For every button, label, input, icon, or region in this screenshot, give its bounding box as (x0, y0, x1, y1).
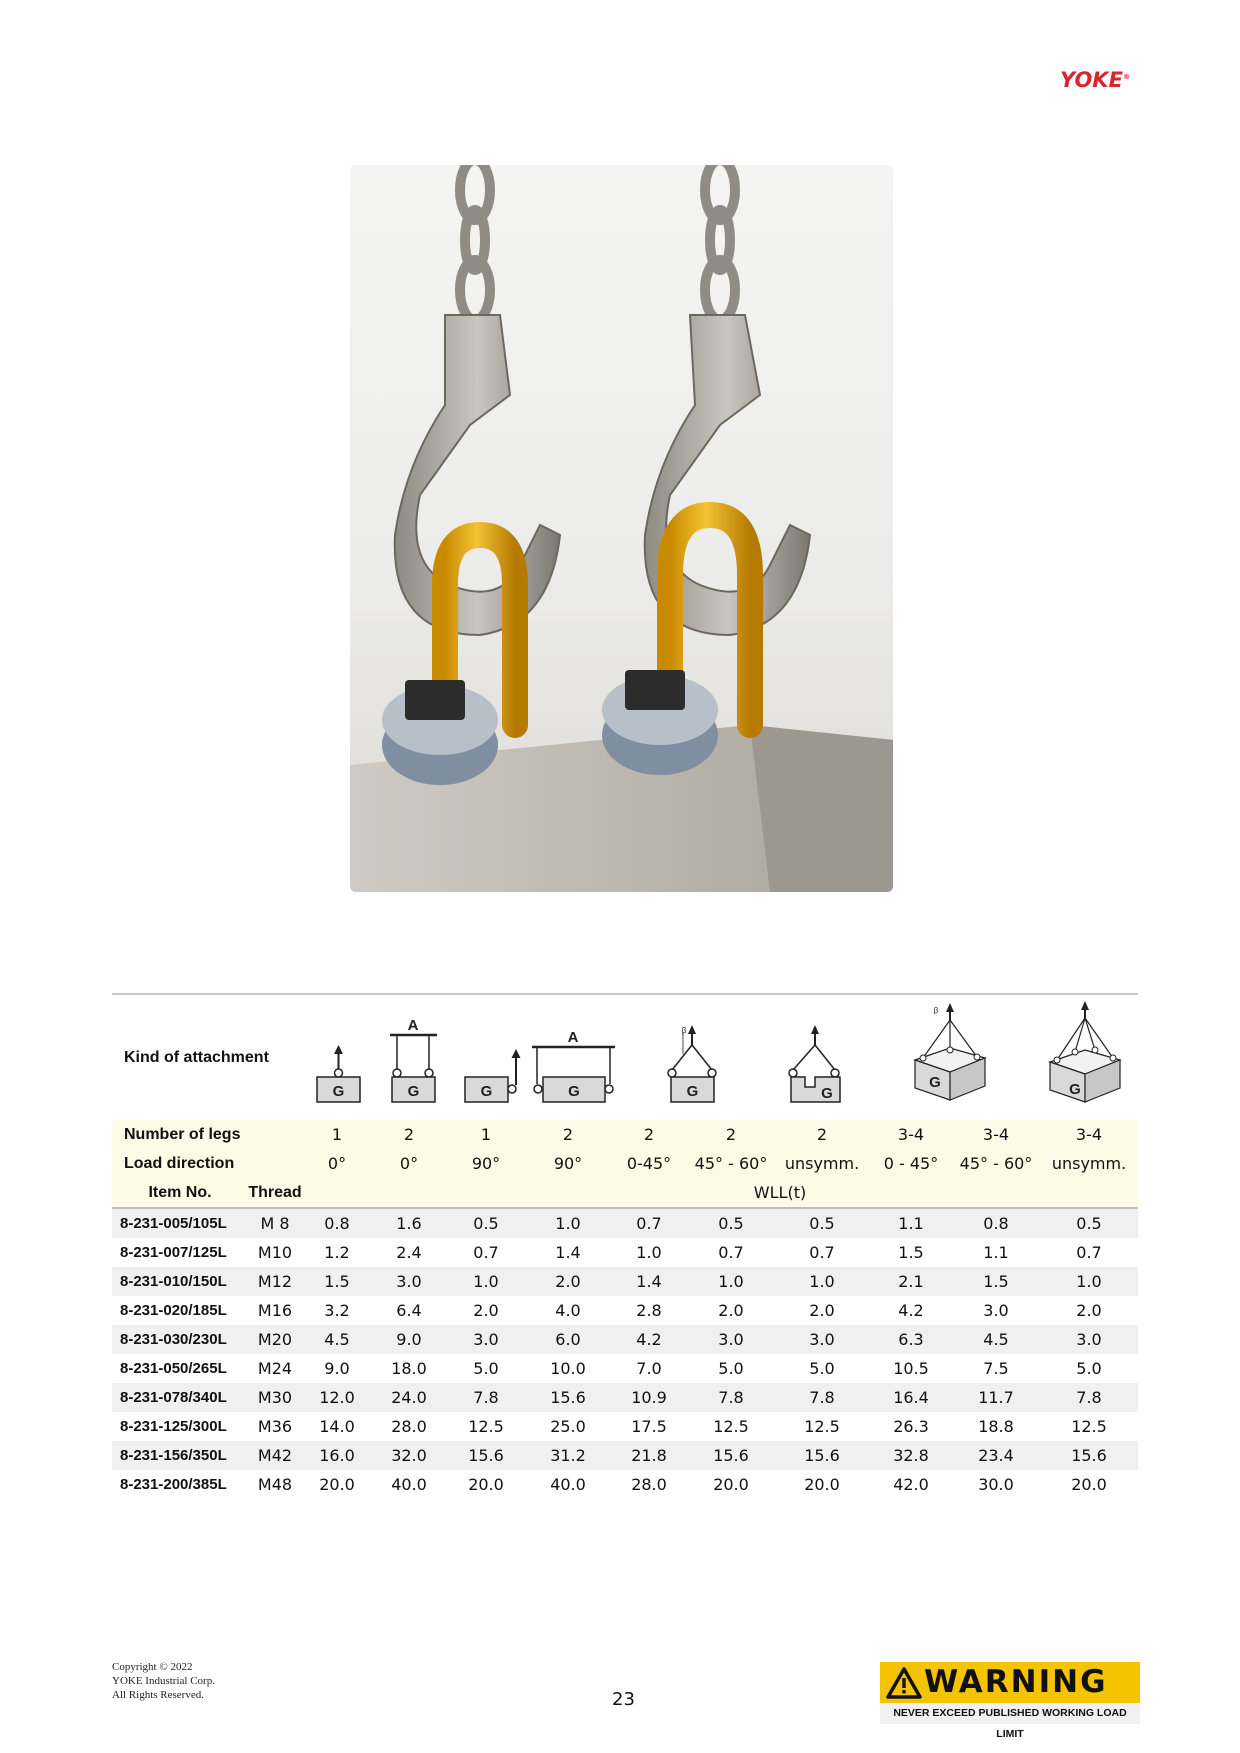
header-cell: 0-45° (610, 1149, 688, 1178)
wll-value-cell: 18.0 (372, 1354, 446, 1383)
wll-value-cell: 16.4 (870, 1383, 952, 1412)
copyright-block (112, 1660, 215, 1702)
header-cell: 2 (372, 1120, 446, 1149)
data-rows (112, 1208, 1138, 1499)
wll-value-cell: 3.0 (952, 1296, 1040, 1325)
wll-value-cell: 1.0 (688, 1267, 774, 1296)
wll-label: WLL(t) (302, 1178, 1138, 1208)
wll-value-cell: 2.0 (688, 1296, 774, 1325)
wll-value-cell: 15.6 (446, 1441, 526, 1470)
wll-value-cell: 3.0 (372, 1267, 446, 1296)
thread-cell: M 8 (248, 1208, 302, 1238)
wll-value-cell: 20.0 (688, 1470, 774, 1499)
item-number-cell: 8-231-005/105L (112, 1208, 248, 1238)
wll-value-cell: 0.7 (610, 1208, 688, 1238)
diagram-g-label: G (821, 1085, 833, 1102)
wll-value-cell: 24.0 (372, 1383, 446, 1412)
number-of-legs-label: Number of legs (112, 1120, 302, 1149)
header-row-number-of-legs (112, 1120, 1138, 1149)
item-number-cell: 8-231-010/150L (112, 1267, 248, 1296)
item-number-cell: 8-231-050/265L (112, 1354, 248, 1383)
wll-value-cell: 3.2 (302, 1296, 372, 1325)
wll-value-cell: 20.0 (774, 1470, 870, 1499)
wll-table (112, 1120, 1138, 1499)
header-cell: 90° (446, 1149, 526, 1178)
wll-value-cell: 1.0 (774, 1267, 870, 1296)
diagram-g-label: G (686, 1083, 699, 1100)
wll-value-cell: 23.4 (952, 1441, 1040, 1470)
wll-value-cell: 28.0 (610, 1470, 688, 1499)
wll-table-body (112, 1120, 1138, 1208)
wll-value-cell: 12.0 (302, 1383, 372, 1412)
wll-value-cell: 17.5 (610, 1412, 688, 1441)
company-line: YOKE Industrial Corp. (112, 1675, 215, 1687)
wll-value-cell: 1.1 (952, 1238, 1040, 1267)
wll-value-cell: 4.2 (870, 1296, 952, 1325)
wll-value-cell: 3.0 (774, 1325, 870, 1354)
wll-value-cell: 12.5 (1040, 1412, 1138, 1441)
thread-cell: M36 (248, 1412, 302, 1441)
wll-value-cell: 7.8 (688, 1383, 774, 1412)
wll-value-cell: 0.7 (774, 1238, 870, 1267)
header-cell: 90° (526, 1149, 610, 1178)
diagram-a-label: A (407, 1017, 419, 1034)
warning-text: NEVER EXCEED PUBLISHED WORKING LOAD LIMIT (880, 1703, 1140, 1724)
wll-value-cell: 31.2 (526, 1441, 610, 1470)
table-row (112, 1238, 1138, 1267)
rights-line: All Rights Reserved. (112, 1689, 204, 1701)
thread-cell: M48 (248, 1470, 302, 1499)
wll-value-cell: 0.5 (1040, 1208, 1138, 1238)
load-direction-label: Load direction (112, 1149, 302, 1178)
kind-of-attachment-label: Kind of attachment (124, 1049, 269, 1066)
wll-value-cell: 0.5 (774, 1208, 870, 1238)
thread-cell: M24 (248, 1354, 302, 1383)
product-photo (350, 165, 893, 892)
table-row (112, 1383, 1138, 1412)
wll-value-cell: 1.0 (1040, 1267, 1138, 1296)
wll-value-cell: 3.0 (446, 1325, 526, 1354)
item-number-cell: 8-231-007/125L (112, 1238, 248, 1267)
thread-cell: M16 (248, 1296, 302, 1325)
header-cell: 0° (372, 1149, 446, 1178)
wll-value-cell: 0.8 (952, 1208, 1040, 1238)
wll-value-cell: 2.0 (774, 1296, 870, 1325)
table-row (112, 1470, 1138, 1499)
diagram-g-label: G (407, 1083, 420, 1100)
diagram-beta-label: β (933, 1006, 939, 1015)
wll-value-cell: 11.7 (952, 1383, 1040, 1412)
diagram-2-leg-angled (668, 1025, 716, 1102)
item-number-cell: 8-231-156/350L (112, 1441, 248, 1470)
wll-value-cell: 40.0 (526, 1470, 610, 1499)
diagram-1-leg-90deg (465, 1049, 521, 1102)
wll-value-cell: 32.0 (372, 1441, 446, 1470)
wll-value-cell: 42.0 (870, 1470, 952, 1499)
wll-value-cell: 1.4 (526, 1238, 610, 1267)
wll-value-cell: 7.8 (774, 1383, 870, 1412)
wll-value-cell: 18.8 (952, 1412, 1040, 1441)
item-number-cell: 8-231-020/185L (112, 1296, 248, 1325)
item-number-cell: 8-231-030/230L (112, 1325, 248, 1354)
diagram-a-label: A (567, 1029, 579, 1046)
warning-badge (880, 1662, 1140, 1740)
wll-value-cell: 1.5 (870, 1238, 952, 1267)
wll-value-cell: 10.0 (526, 1354, 610, 1383)
wll-value-cell: 30.0 (952, 1470, 1040, 1499)
thread-label: Thread (248, 1178, 302, 1208)
logo-registered-mark: ® (1122, 73, 1130, 81)
header-cell: 2 (774, 1120, 870, 1149)
header-cell: 45° - 60° (688, 1149, 774, 1178)
table-row (112, 1296, 1138, 1325)
header-cell: unsymm. (1040, 1149, 1138, 1178)
wll-value-cell: 1.5 (302, 1267, 372, 1296)
wll-value-cell: 7.8 (1040, 1383, 1138, 1412)
wll-value-cell: 9.0 (372, 1325, 446, 1354)
wll-value-cell: 0.5 (446, 1208, 526, 1238)
wll-value-cell: 2.1 (870, 1267, 952, 1296)
diagram-beta-label: β (681, 1026, 687, 1035)
header-row-load-direction (112, 1149, 1138, 1178)
wll-value-cell: 4.5 (952, 1325, 1040, 1354)
wll-value-cell: 4.5 (302, 1325, 372, 1354)
diagram-2-leg-90deg (532, 1029, 615, 1102)
wll-value-cell: 21.8 (610, 1441, 688, 1470)
copyright-line: Copyright © 2022 (112, 1661, 193, 1673)
wll-value-cell: 2.0 (1040, 1296, 1138, 1325)
item-no-label: Item No. (112, 1178, 248, 1208)
wll-value-cell: 0.5 (688, 1208, 774, 1238)
wll-value-cell: 26.3 (870, 1412, 952, 1441)
warning-triangle-icon (886, 1667, 922, 1699)
header-cell: 3-4 (870, 1120, 952, 1149)
warning-title: WARNING (924, 1664, 1108, 1700)
wll-value-cell: 28.0 (372, 1412, 446, 1441)
wll-value-cell: 2.0 (526, 1267, 610, 1296)
wll-value-cell: 5.0 (774, 1354, 870, 1383)
thread-cell: M30 (248, 1383, 302, 1412)
wll-value-cell: 20.0 (446, 1470, 526, 1499)
diagram-g-label: G (332, 1083, 345, 1100)
header-cell: 0 - 45° (870, 1149, 952, 1178)
wll-value-cell: 0.7 (446, 1238, 526, 1267)
wll-value-cell: 12.5 (446, 1412, 526, 1441)
header-cell: 45° - 60° (952, 1149, 1040, 1178)
header-cell: unsymm. (774, 1149, 870, 1178)
diagram-2-leg-unsymmetric (789, 1025, 840, 1102)
wll-value-cell: 1.6 (372, 1208, 446, 1238)
header-cell: 2 (688, 1120, 774, 1149)
table-row (112, 1325, 1138, 1354)
wll-value-cell: 2.4 (372, 1238, 446, 1267)
wll-value-cell: 6.4 (372, 1296, 446, 1325)
wll-value-cell: 0.7 (1040, 1238, 1138, 1267)
wll-value-cell: 1.2 (302, 1238, 372, 1267)
table-row (112, 1267, 1138, 1296)
wll-value-cell: 1.0 (526, 1208, 610, 1238)
diagram-g-label: G (480, 1083, 493, 1100)
table-row (112, 1441, 1138, 1470)
thread-cell: M20 (248, 1325, 302, 1354)
wll-value-cell: 9.0 (302, 1354, 372, 1383)
diagram-g-label: G (568, 1083, 580, 1100)
thread-cell: M10 (248, 1238, 302, 1267)
diagram-g-label: G (1069, 1081, 1081, 1098)
header-cell: 0° (302, 1149, 372, 1178)
diagram-3-4-leg-unsymmetric (1050, 1001, 1120, 1102)
wll-value-cell: 1.0 (610, 1238, 688, 1267)
wll-value-cell: 15.6 (774, 1441, 870, 1470)
wll-value-cell: 40.0 (372, 1470, 446, 1499)
wll-value-cell: 5.0 (446, 1354, 526, 1383)
header-cell: 1 (446, 1120, 526, 1149)
wll-value-cell: 15.6 (1040, 1441, 1138, 1470)
wll-value-cell: 1.1 (870, 1208, 952, 1238)
wll-value-cell: 15.6 (688, 1441, 774, 1470)
wll-value-cell: 14.0 (302, 1412, 372, 1441)
wll-value-cell: 5.0 (688, 1354, 774, 1383)
wll-value-cell: 32.8 (870, 1441, 952, 1470)
diagram-3-4-leg-angled (915, 1003, 985, 1100)
wll-value-cell: 10.5 (870, 1354, 952, 1383)
wll-value-cell: 7.0 (610, 1354, 688, 1383)
wll-value-cell: 10.9 (610, 1383, 688, 1412)
wll-value-cell: 4.0 (526, 1296, 610, 1325)
wll-value-cell: 1.4 (610, 1267, 688, 1296)
wll-value-cell: 2.0 (446, 1296, 526, 1325)
wll-value-cell: 6.3 (870, 1325, 952, 1354)
diagram-2-leg-0deg (390, 1017, 437, 1102)
wll-value-cell: 7.5 (952, 1354, 1040, 1383)
wll-value-cell: 0.7 (688, 1238, 774, 1267)
attachment-diagrams (305, 1000, 1140, 1122)
wll-value-cell: 16.0 (302, 1441, 372, 1470)
thread-cell: M12 (248, 1267, 302, 1296)
item-number-cell: 8-231-078/340L (112, 1383, 248, 1412)
item-number-cell: 8-231-125/300L (112, 1412, 248, 1441)
wll-value-cell: 7.8 (446, 1383, 526, 1412)
wll-value-cell: 20.0 (1040, 1470, 1138, 1499)
diagram-1-leg-0deg (317, 1045, 360, 1102)
header-cell: 3-4 (952, 1120, 1040, 1149)
wll-value-cell: 15.6 (526, 1383, 610, 1412)
wll-value-cell: 20.0 (302, 1470, 372, 1499)
wll-value-cell: 1.5 (952, 1267, 1040, 1296)
wll-value-cell: 12.5 (774, 1412, 870, 1441)
diagram-g-label: G (929, 1074, 941, 1091)
wll-value-cell: 3.0 (688, 1325, 774, 1354)
wll-value-cell: 3.0 (1040, 1325, 1138, 1354)
wll-value-cell: 4.2 (610, 1325, 688, 1354)
table-row (112, 1354, 1138, 1383)
item-number-cell: 8-231-200/385L (112, 1470, 248, 1499)
lifting-points-illustration (350, 165, 893, 892)
wll-value-cell: 25.0 (526, 1412, 610, 1441)
header-cell: 3-4 (1040, 1120, 1138, 1149)
table-row (112, 1208, 1138, 1238)
header-cell: 2 (526, 1120, 610, 1149)
wll-value-cell: 0.8 (302, 1208, 372, 1238)
wll-value-cell: 2.8 (610, 1296, 688, 1325)
wll-value-cell: 6.0 (526, 1325, 610, 1354)
wll-value-cell: 5.0 (1040, 1354, 1138, 1383)
thread-cell: M42 (248, 1441, 302, 1470)
table-row (112, 1412, 1138, 1441)
yoke-logo (1060, 68, 1130, 92)
header-cell: 1 (302, 1120, 372, 1149)
page-number: 23 (612, 1689, 635, 1710)
wll-value-cell: 12.5 (688, 1412, 774, 1441)
header-row-item-thread (112, 1178, 1138, 1208)
header-cell: 2 (610, 1120, 688, 1149)
wll-value-cell: 1.0 (446, 1267, 526, 1296)
table-top-rule (112, 993, 1138, 995)
logo-text: YOKE (1060, 68, 1123, 92)
